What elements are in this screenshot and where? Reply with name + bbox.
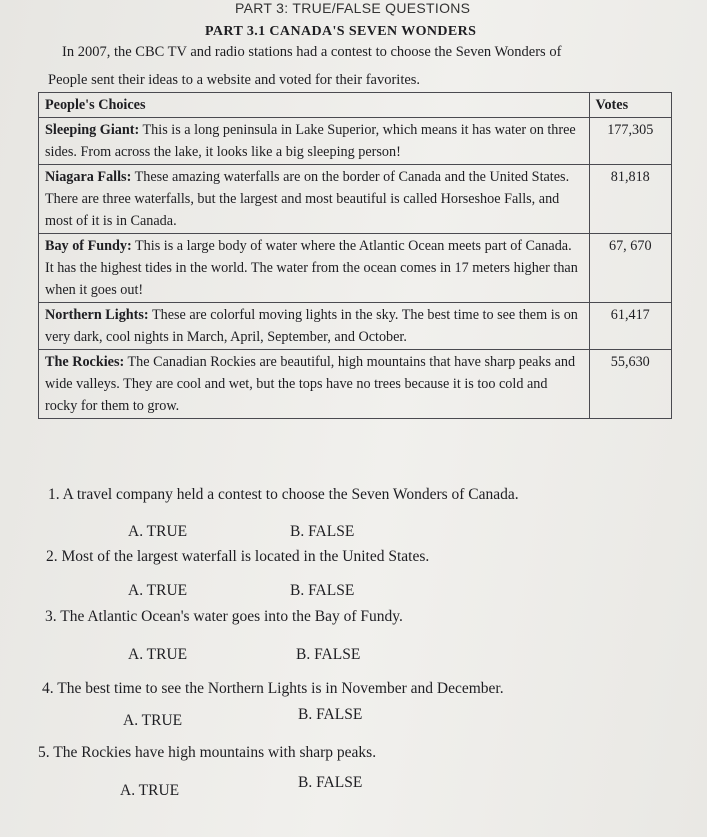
option-true[interactable]: A. TRUE xyxy=(128,582,188,599)
col-header-votes: Votes xyxy=(589,93,671,118)
option-true[interactable]: A. TRUE xyxy=(128,523,188,540)
option-false[interactable]: B. FALSE xyxy=(298,774,363,791)
wonder-name: Northern Lights: xyxy=(45,307,149,323)
question-1: 1. A travel company held a contest to choose the Seven Wonders of Canada. xyxy=(48,486,519,503)
question-5: 5. The Rockies have high mountains with sharp peaks. xyxy=(38,744,377,761)
table-row xyxy=(39,350,672,419)
wonder-text: The Canadian Rockies are beautiful, high mountains that have sharp peaks and wide valleys. They are cool and wet, but the tops have no trees because it is too cold and rocky for them to grow. xyxy=(45,354,576,414)
wonder-description xyxy=(39,234,590,303)
wonder-name: Sleeping Giant: xyxy=(45,122,140,138)
table-row xyxy=(39,165,672,234)
wonder-description xyxy=(39,165,590,234)
option-true[interactable]: A. TRUE xyxy=(128,646,188,663)
wonder-text: These amazing waterfalls are on the border of Canada and the United States. There are three waterfalls, but the largest and most beautiful is called Horseshoe Falls, and most of it is in Canada. xyxy=(45,169,570,229)
wonder-name: The Rockies: xyxy=(45,354,125,370)
col-header-choices: People's Choices xyxy=(39,93,590,118)
option-false[interactable]: B. FALSE xyxy=(296,646,361,663)
vote-count: 67, 670 xyxy=(589,234,671,303)
wonder-name: Niagara Falls: xyxy=(45,169,132,185)
table-row xyxy=(39,118,672,165)
vote-count: 55,630 xyxy=(589,350,671,419)
wonders-table xyxy=(38,92,672,419)
option-false[interactable]: B. FALSE xyxy=(298,706,363,723)
wonder-text: This is a large body of water where the Atlantic Ocean meets part of Canada. It has the highest tides in the world. The water from the ocean comes in 17 meters higher than when it goes out! xyxy=(45,238,578,298)
option-true[interactable]: A. TRUE xyxy=(120,782,180,799)
wonder-name: Bay of Fundy: xyxy=(45,238,132,254)
section-header: PART 3: TRUE/FALSE QUESTIONS xyxy=(235,0,471,16)
option-true[interactable]: A. TRUE xyxy=(123,712,183,729)
wonder-text: This is a long peninsula in Lake Superior, which means it has water on three sides. From across the lake, it looks like a big sleeping person! xyxy=(45,122,576,160)
question-4: 4. The best time to see the Northern Lights is in November and December. xyxy=(42,680,504,697)
wonder-description xyxy=(39,350,590,419)
wonder-text: These are colorful moving lights in the sky. The best time to see them is on very dark, cool nights in March, April, September, and October. xyxy=(45,307,578,345)
question-3: 3. The Atlantic Ocean's water goes into the Bay of Fundy. xyxy=(45,608,403,625)
option-false[interactable]: B. FALSE xyxy=(290,582,355,599)
table-row xyxy=(39,303,672,350)
wonder-description xyxy=(39,118,590,165)
option-false[interactable]: B. FALSE xyxy=(290,523,355,540)
intro-line-2: People sent their ideas to a website and voted for their favorites. xyxy=(48,72,421,88)
question-2: 2. Most of the largest waterfall is located in the United States. xyxy=(46,548,430,565)
vote-count: 61,417 xyxy=(589,303,671,350)
part-title: PART 3.1 CANADA'S SEVEN WONDERS xyxy=(205,24,477,39)
table-header-row xyxy=(39,93,672,118)
wonder-description xyxy=(39,303,590,350)
table-row xyxy=(39,234,672,303)
vote-count: 177,305 xyxy=(589,118,671,165)
intro-line-1: In 2007, the CBC TV and radio stations had a contest to choose the Seven Wonders of xyxy=(62,44,562,60)
vote-count: 81,818 xyxy=(589,165,671,234)
